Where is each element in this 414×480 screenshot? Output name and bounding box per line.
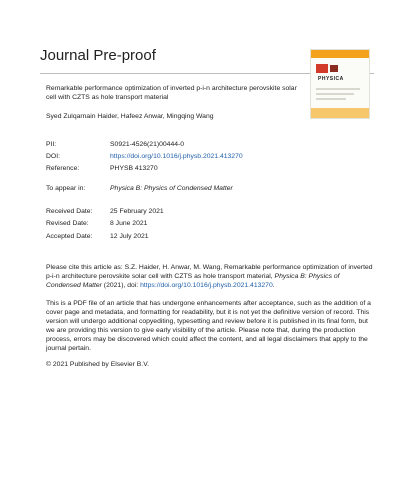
doi-link[interactable]: https://doi.org/10.1016/j.physb.2021.413270 [110,153,243,160]
cover-band [311,50,369,58]
cover-footer-band [311,108,369,118]
journal-cover-thumbnail [310,49,370,119]
appear-in-value: Physica B: Physics of Condensed Matter [110,185,233,192]
cover-emblem-icon [330,65,338,72]
revised-date-label: Revised Date: [46,220,89,227]
notice-paragraph: This is a PDF file of an article that has undergone enhancements after acceptance, such as the addition of a cover page and metadata, and formatting for readability, but it is not yet the definitive version of record. This version will undergo additional copyediting, typesetting and review before it is published in its final form, but we are providing this version to give early visibility of the article. Please note that, during the production process, errors may be discovered which could affect the content, and all legal disclaimers that apply to the journal pertain. [46,300,371,352]
elsevier-logo-icon [316,64,328,73]
cover-title: PHYSICA [318,76,344,82]
copyright-line: © 2021 Published by Elsevier B.V. [46,361,149,368]
citation-journal: Physica B: Physics of Condensed Matter [46,273,340,289]
cover-line [316,98,346,100]
accepted-date-value: 12 July 2021 [110,233,149,240]
appear-in-label: To appear in: [46,185,86,192]
journal-pre-proof-label: Journal Pre-proof [40,47,156,64]
reference-label: Reference: [46,165,80,172]
received-date-label: Received Date: [46,208,93,215]
reference-value: PHYSB 413270 [110,165,158,172]
citation-paragraph [46,263,374,290]
article-title: Remarkable performance optimization of inverted p-i-n architecture perovskite solar cell with CZTS as hole transport material [46,85,297,101]
article-authors: Syed Zulqarnain Haider, Hafeez Anwar, Mingqing Wang [46,113,214,120]
cover-line [316,93,354,95]
citation-end: . [272,282,275,289]
doi-label: DOI: [46,153,60,160]
pii-value: S0921-4526(21)00444-0 [110,141,185,148]
journal-header [40,45,374,82]
revised-date-value: 8 June 2021 [110,220,148,227]
pii-label: PII: [46,141,57,148]
citation-doi-link[interactable]: https://doi.org/10.1016/j.physb.2021.413270 [140,282,273,289]
citation-text: Please cite this article as: S.Z. Haider, H. Anwar, M. Wang, Remarkable performance optimization of inverted p-i-n architecture perovskite solar cell with CZTS as hole transport material, [46,264,373,280]
cover-line [316,88,360,90]
accepted-date-label: Accepted Date: [46,233,93,240]
citation-year: (2021), doi: [101,282,141,289]
received-date-value: 25 February 2021 [110,208,164,215]
